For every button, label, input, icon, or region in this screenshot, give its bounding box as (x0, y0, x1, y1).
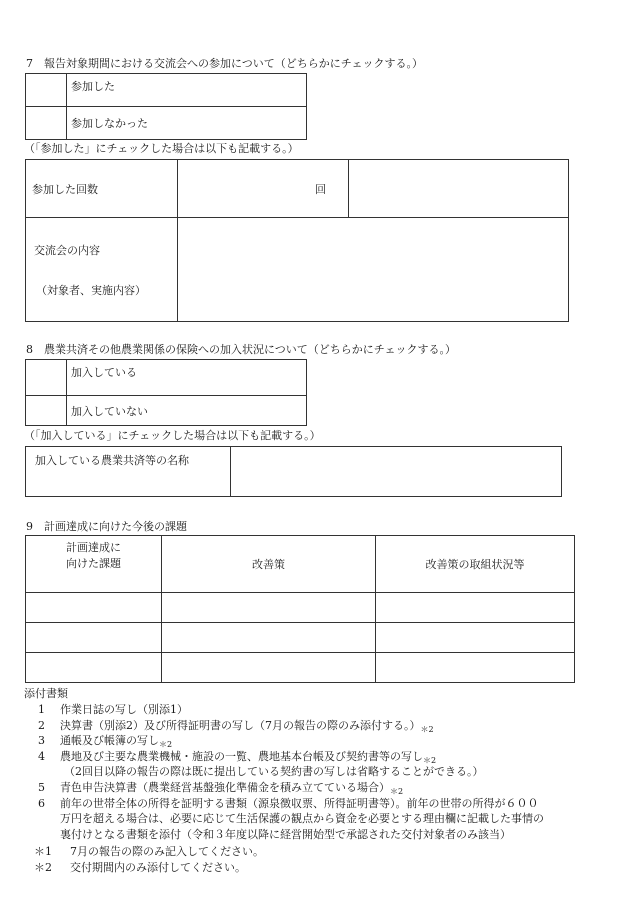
attach-item: 1 作業日誌の写し（別添1） (38, 703, 188, 716)
sec7-checkbox-not-attended[interactable] (26, 107, 67, 140)
attach-item: （2回目以降の報告の際は既に提出している契約書の写しは省略することができる。） (64, 765, 484, 779)
attach-note: ＊1 7月の報告の際のみ記入してください。 (34, 845, 264, 858)
sec7-content-field[interactable] (178, 218, 569, 322)
sec9-cell[interactable] (162, 593, 376, 623)
sec8-heading: 8 農業共済その他農業関係の保険への加入状況について（どちらかにチェックする。） (26, 343, 456, 356)
sec7-option-attended: 参加した (67, 74, 307, 107)
sec9-cell[interactable] (26, 653, 162, 683)
sec9-cell[interactable] (26, 593, 162, 623)
sec7-heading: 7 報告対象期間における交流会への参加について（どちらかにチェックする。） (26, 57, 423, 70)
sec9-cell[interactable] (162, 653, 376, 683)
sec7-note: （「参加した」にチェックした場合は以下も記載する。） (24, 142, 299, 155)
sec8-name-field[interactable] (231, 447, 562, 497)
attach-item: 3 通帳及び帳簿の写し$_{*2}$ (38, 734, 173, 750)
sec7-checkbox-attended[interactable] (26, 74, 67, 107)
attach-item: 5 青色申告決算書（農業経営基盤強化準備金を積み立てている場合）$_{*2}$ (38, 780, 404, 797)
sec7-count-unit: 回 (315, 182, 326, 196)
attach-note: ＊2 交付期間内のみ添付してください。 (34, 861, 246, 874)
attach-item: 2 決算書（別添2）及び所得証明書の写し（7月の報告の際のみ添付する。）$_{*2}$ (38, 718, 434, 734)
sec7-count-extra (349, 160, 569, 218)
sec8-checkbox-not-enrolled[interactable] (26, 396, 67, 426)
sec9-heading: 9 計画達成に向けた今後の課題 (26, 520, 187, 533)
sec9-col3-header: 改善策の取組状況等 (376, 536, 575, 593)
sec9-col1-line1: 計画達成に (66, 541, 121, 554)
sec8-checkbox-enrolled[interactable] (26, 360, 67, 396)
sec7-options-table (25, 73, 307, 140)
sec7-content-label-cell (26, 218, 178, 322)
sec9-cell[interactable] (376, 623, 575, 653)
sec8-note: （「加入している」にチェックした場合は以下も記載する。） (24, 429, 321, 442)
sec9-cell[interactable] (26, 623, 162, 653)
attach-item: 4 農地及び主要な農業機械・施設の一覧、農地基本台帳及び契約書等の写し$_{*2}$ (38, 749, 437, 765)
sec7-content-sub: （対象者、実施内容） (36, 283, 146, 297)
attach-item: 万円を超える場合は、必要に応じて生活保護の観点から資金を必要とする理由欄に記載した事情の (60, 812, 544, 826)
sec7-detail-table (25, 159, 569, 322)
sec7-count-field[interactable] (178, 160, 349, 218)
sec7-content-label: 交流会の内容 (34, 243, 100, 257)
sec8-name-table (25, 446, 562, 497)
sec8-option-enrolled: 加入している (67, 360, 307, 396)
sec7-option-not-attended: 参加しなかった (67, 107, 307, 140)
sec9-cell[interactable] (376, 593, 575, 623)
attach-title: 添付書類 (24, 687, 68, 700)
sec8-options-table (25, 359, 307, 426)
sec8-option-not-enrolled: 加入していない (67, 396, 307, 426)
sec9-table (25, 535, 575, 683)
attach-item: 裏付けとなる書類を添付（令和３年度以降に経営開始型で承認された交付対象者のみ該当） (60, 827, 511, 841)
sec8-name-label: 加入している農業共済等の名称 (26, 447, 231, 497)
sec9-col2-header: 改善策 (162, 536, 376, 593)
attach-item: 6 前年の世帯全体の所得を証明する書類（源泉徴収票、所得証明書等）。前年の世帯の所得が６００ (38, 796, 539, 810)
attach-notes (34, 845, 264, 877)
attach-list (38, 703, 544, 843)
sec9-col1-line2: 向けた課題 (66, 557, 121, 570)
sec9-cell[interactable] (162, 623, 376, 653)
sec9-col1-header (26, 536, 162, 593)
sec9-cell[interactable] (376, 653, 575, 683)
sec7-count-label: 参加した回数 (26, 160, 178, 218)
